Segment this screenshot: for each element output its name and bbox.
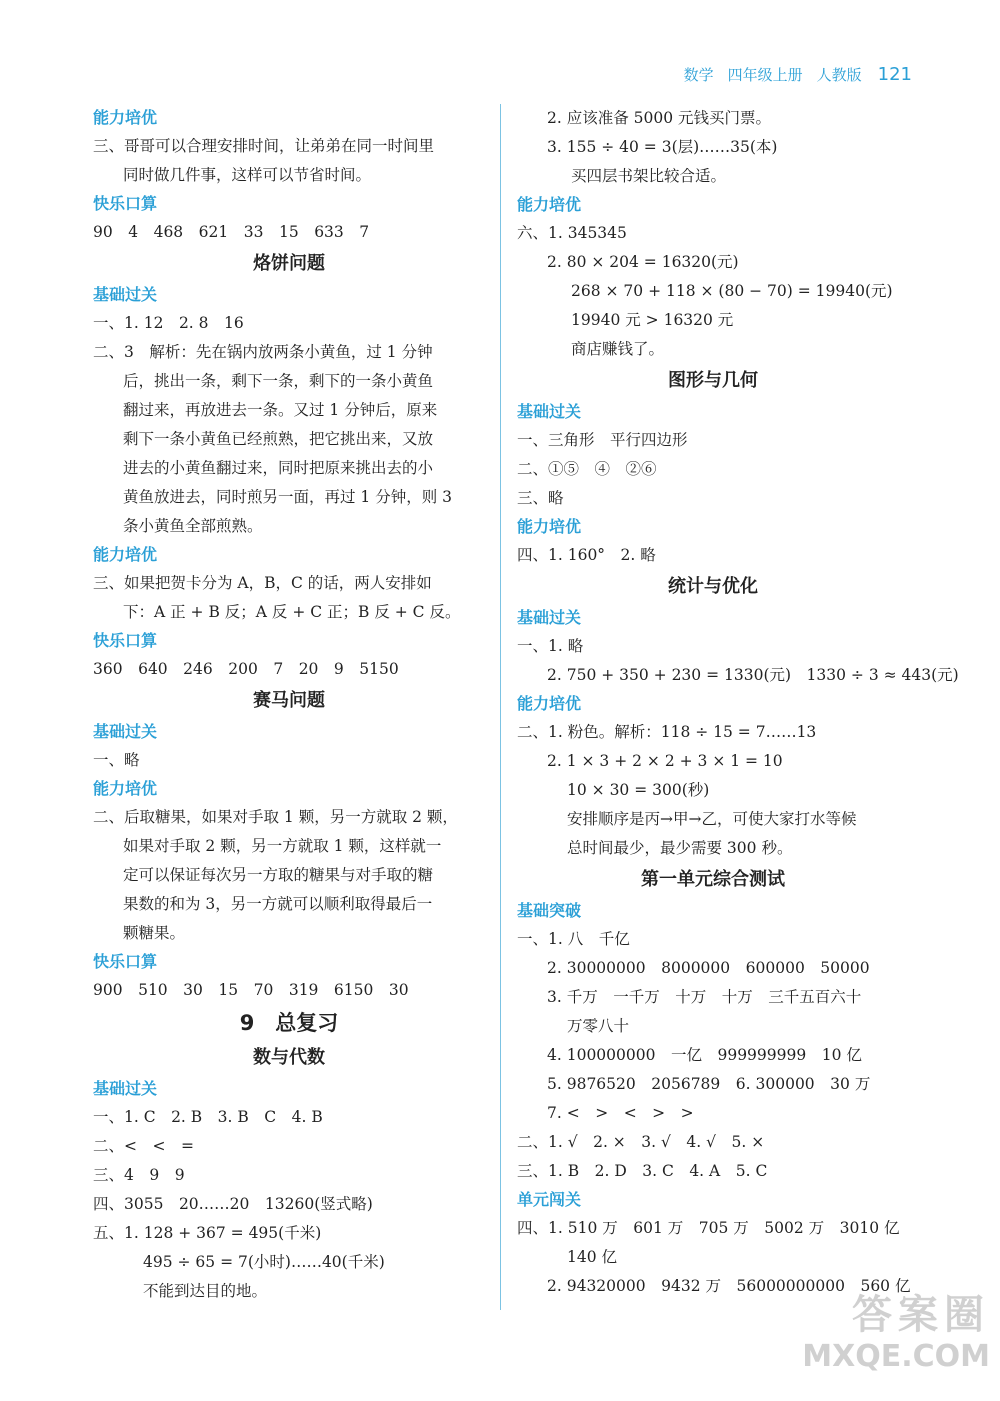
answer-line: 10 × 30 = 300(秒) xyxy=(567,781,710,799)
answer-line: 2. 94320000 9432 万 56000000000 560 亿 xyxy=(547,1277,911,1295)
answer-line: 7. < > < > > xyxy=(547,1104,694,1122)
topic-title: 图形与几何 xyxy=(668,370,758,391)
answer-line: 一、三角形 平行四边形 xyxy=(517,431,688,449)
answer-line: 总时间最少，最少需要 300 秒。 xyxy=(567,839,793,857)
header-grade: 四年级上册 xyxy=(727,66,803,84)
answer-line: 一、1. 12 2. 8 16 xyxy=(93,314,244,332)
answer-line: 四、1. 510 万 601 万 705 万 5002 万 3010 亿 xyxy=(517,1219,900,1237)
answer-line: 万零八十 xyxy=(567,1017,630,1035)
answer-line: 495 ÷ 65 = 7(小时)……40(千米) xyxy=(143,1253,385,1271)
answer-line: 二、< < = xyxy=(93,1137,194,1155)
section-heading: 快乐口算 xyxy=(93,952,158,971)
answer-line: 六、1. 345345 xyxy=(517,224,627,242)
answer-line: 不能到达目的地。 xyxy=(143,1282,268,1300)
answer-line: 安排顺序是丙→甲→乙，可使大家打水等候 xyxy=(567,810,857,828)
answer-line: 进去的小黄鱼翻过来，同时把原来挑出去的小 xyxy=(123,459,434,477)
answer-line: 360 640 246 200 7 20 9 5150 xyxy=(93,660,399,678)
page-number: 121 xyxy=(877,64,912,85)
answer-line: 3. 155 ÷ 40 = 3(层)……35(本) xyxy=(547,138,778,156)
answer-line: 三、如果把贺卡分为 A，B，C 的话，两人安排如 xyxy=(93,574,432,592)
answer-line: 三、1. B 2. D 3. C 4. A 5. C xyxy=(517,1162,768,1180)
topic-title: 数与代数 xyxy=(253,1047,325,1068)
right-column xyxy=(517,104,959,1301)
section-heading: 能力培优 xyxy=(517,517,582,536)
answer-line: 二、后取糖果，如果对手取 1 颗，另一方就取 2 颗， xyxy=(93,808,458,826)
watermark-logo xyxy=(800,1291,990,1383)
section-heading: 基础过关 xyxy=(93,1079,158,1098)
answer-line: 2. 750 + 350 + 230 = 1330(元) 1330 ÷ 3 ≈ 443(元) xyxy=(547,666,959,684)
answer-line: 2. 1 × 3 + 2 × 2 + 3 × 1 = 10 xyxy=(547,752,783,770)
section-heading: 基础过关 xyxy=(517,402,582,421)
section-heading: 能力培优 xyxy=(93,545,158,564)
section-heading: 单元闯关 xyxy=(517,1190,582,1209)
answer-line: 剩下一条小黄鱼已经煎熟，把它挑出来，又放 xyxy=(123,430,434,448)
answer-line: 2. 应该准备 5000 元钱买门票。 xyxy=(547,109,772,127)
topic-title: 赛马问题 xyxy=(253,690,325,711)
answer-line: 900 510 30 15 70 319 6150 30 xyxy=(93,981,409,999)
section-heading: 基础过关 xyxy=(93,722,158,741)
answer-line: 后，挑出一条，剩下一条，剩下的一条小黄鱼 xyxy=(123,372,434,390)
answer-line: 条小黄鱼全部煎熟。 xyxy=(123,517,263,535)
answer-line: 2. 80 × 204 = 16320(元) xyxy=(547,253,739,271)
section-heading: 快乐口算 xyxy=(93,194,158,213)
section-heading: 能力培优 xyxy=(517,694,582,713)
section-heading: 快乐口算 xyxy=(93,631,158,650)
answer-line: 二、1. 粉色。解析：118 ÷ 15 = 7……13 xyxy=(517,723,817,741)
left-column xyxy=(93,104,485,1306)
section-heading: 基础过关 xyxy=(93,285,158,304)
answer-line: 4. 100000000 一亿 999999999 10 亿 xyxy=(547,1046,862,1064)
section-heading: 基础突破 xyxy=(517,901,582,920)
answer-line: 一、1. 略 xyxy=(517,637,584,655)
answer-line: 二、①⑤ ④ ②⑥ xyxy=(517,460,657,478)
topic-title: 烙饼问题 xyxy=(253,253,325,274)
topic-title: 第一单元综合测试 xyxy=(641,869,785,890)
answer-line: 三、略 xyxy=(517,489,564,507)
answer-line: 下：A 正 + B 反；A 反 + C 正；B 反 + C 反。 xyxy=(123,603,461,621)
page-header xyxy=(684,64,912,88)
watermark-text-en: MXQE.COM xyxy=(802,1339,990,1374)
header-edition: 人教版 xyxy=(816,66,862,84)
answer-line: 三、哥哥可以合理安排时间，让弟弟在同一时间里 xyxy=(93,137,435,155)
answer-line: 140 亿 xyxy=(567,1248,618,1266)
answer-line: 颗糖果。 xyxy=(123,924,186,942)
column-divider xyxy=(500,104,501,1310)
watermark-text-cn: 答案圈 xyxy=(852,1292,990,1338)
answer-line: 3. 千万 一千万 十万 十万 三千五百六十 xyxy=(547,988,862,1006)
answer-line: 一、1. C 2. B 3. B C 4. B xyxy=(93,1108,323,1126)
answer-line: 同时做几件事，这样可以节省时间。 xyxy=(123,166,372,184)
answer-line: 五、1. 128 + 367 = 495(千米) xyxy=(93,1224,322,1242)
answer-line: 果数的和为 3，另一方就可以顺利取得最后一 xyxy=(123,895,433,913)
answer-line: 一、1. 八 千亿 xyxy=(517,930,630,948)
answer-line: 268 × 70 + 118 × (80 − 70) = 19940(元) xyxy=(571,282,893,300)
answer-line: 商店赚钱了。 xyxy=(571,340,665,358)
section-heading: 能力培优 xyxy=(93,108,158,127)
answer-line: 5. 9876520 2056789 6. 300000 30 万 xyxy=(547,1075,871,1093)
answer-line: 定可以保证每次另一方取的糖果与对手取的糖 xyxy=(123,866,434,884)
answer-line: 如果对手取 2 颗，另一方就取 1 颗，这样就一 xyxy=(123,837,442,855)
chapter-title: 9 总复习 xyxy=(239,1011,339,1035)
answer-line: 三、4 9 9 xyxy=(93,1166,185,1184)
answer-line: 黄鱼放进去，同时煎另一面，再过 1 分钟，则 3 xyxy=(123,488,453,506)
answer-line: 2. 30000000 8000000 600000 50000 xyxy=(547,959,870,977)
answer-line: 90 4 468 621 33 15 633 7 xyxy=(93,223,370,241)
answer-line: 19940 元 > 16320 元 xyxy=(571,311,734,329)
topic-title: 统计与优化 xyxy=(668,576,758,597)
header-subject: 数学 xyxy=(683,66,714,84)
answer-line: 二、3 解析：先在锅内放两条小黄鱼，过 1 分钟 xyxy=(93,343,433,361)
answer-line: 买四层书架比较合适。 xyxy=(571,167,727,185)
answer-line: 四、1. 160° 2. 略 xyxy=(517,546,656,564)
answer-line: 四、3055 20……20 13260(竖式略) xyxy=(93,1195,373,1213)
answer-line: 一、略 xyxy=(93,751,140,769)
answer-line: 二、1. √ 2. × 3. √ 4. √ 5. × xyxy=(517,1133,765,1151)
section-heading: 能力培优 xyxy=(517,195,582,214)
answer-line: 翻过来，再放进去一条。又过 1 分钟后，原来 xyxy=(123,401,438,419)
section-heading: 基础过关 xyxy=(517,608,582,627)
section-heading: 能力培优 xyxy=(93,779,158,798)
